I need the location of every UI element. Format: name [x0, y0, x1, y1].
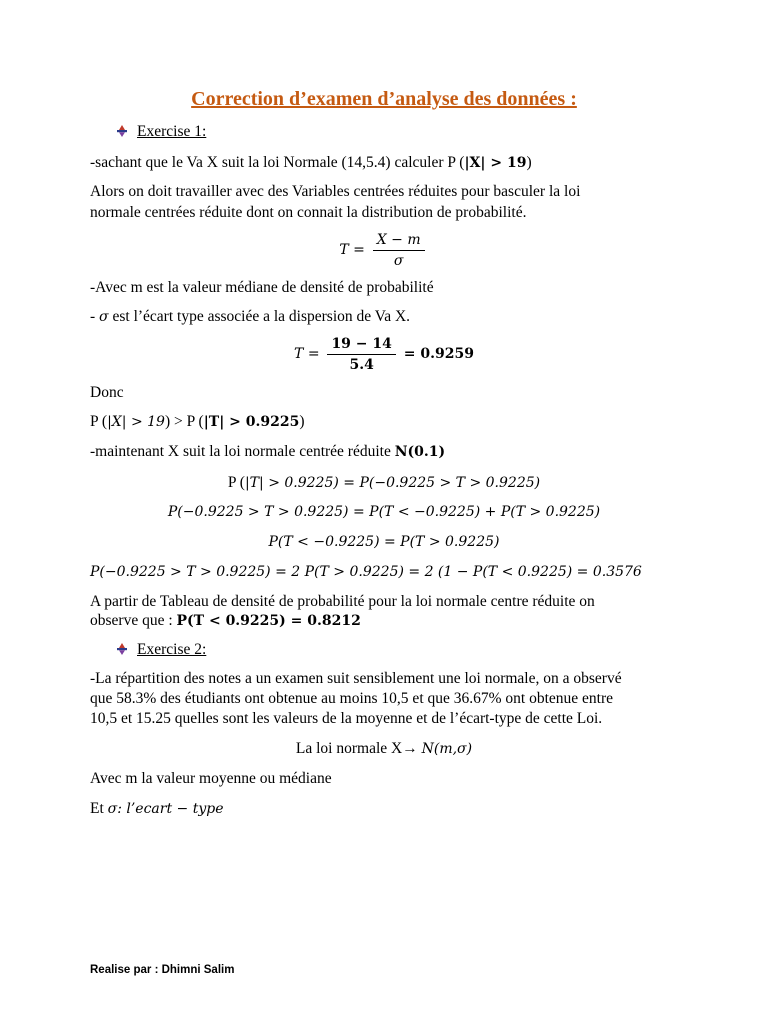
- formula-lhs: T =: [294, 346, 320, 363]
- formula-t: [0, 232, 768, 269]
- p-text: ): [299, 413, 305, 430]
- maintenant-math: N(0.1): [394, 444, 446, 460]
- statement-text: -sachant que le Va X suit la loi Normale (14,5.4) calculer P (: [90, 154, 465, 171]
- equation-1: [0, 474, 768, 492]
- exercise-2-heading: Exercise 2:: [137, 641, 207, 658]
- observation-math: P(T < 0.9225) = 0.8212: [176, 613, 361, 629]
- statement-end: ): [526, 154, 532, 171]
- sigma-symbol: σ: [99, 309, 109, 325]
- fraction: [327, 336, 395, 373]
- loi-math: N(m,σ): [421, 741, 473, 757]
- et-math: σ: l’ecart − type: [107, 801, 224, 817]
- exercise-1-heading: Exercise 1:: [137, 123, 207, 140]
- loi-normale-line: [0, 740, 768, 758]
- et-text: Et: [90, 800, 108, 817]
- maintenant-text: -maintenant X suit la loi normale centrée réduite: [90, 443, 395, 460]
- equation-2: P(−0.9225 > T > 0.9225) = P(T < −0.9225) + P(T > 0.9225): [167, 504, 601, 520]
- formula-rhs: = 0.9259: [403, 346, 474, 363]
- m-definition: -Avec m est la valeur médiane de densité de probabilité: [90, 279, 434, 296]
- paragraph-line: -La répartition des notes a un examen suit sensiblement une loi normale, on a observé: [90, 670, 622, 687]
- fraction-numerator: 19 − 14: [327, 336, 395, 355]
- p-text: P (: [90, 413, 108, 430]
- observation-text: observe que :: [90, 612, 177, 629]
- sigma-definition: [90, 308, 410, 326]
- statement-math: |X| > 19: [464, 155, 527, 171]
- document-title: Correction d’examen d’analyse des données :: [191, 88, 577, 110]
- probability-inequality: [90, 413, 305, 431]
- sigma-def-prefix: -: [90, 308, 100, 325]
- et-sigma-line: [90, 800, 224, 818]
- donc-text: Donc: [90, 384, 124, 401]
- fraction-denominator: σ: [393, 253, 404, 269]
- observation-line: [90, 612, 361, 630]
- paragraph-line: normale centrées réduite dont on connait la distribution de probabilité.: [90, 204, 527, 221]
- fraction: [373, 232, 425, 269]
- avec-m-line: Avec m la valeur moyenne ou médiane: [90, 770, 332, 787]
- arrow-bullet-icon: [115, 124, 129, 138]
- paragraph-line: que 58.3% des étudiants ont obtenue au moins 10,5 et que 36.67% ont obtenue entre: [90, 690, 614, 707]
- p-math: |X| > 19: [107, 414, 165, 430]
- formula-t-value: [0, 336, 768, 373]
- paragraph-line: 10,5 et 15.25 quelles sont les valeurs de la moyenne et de l’écart-type de cette Loi.: [90, 710, 603, 727]
- paragraph-line: Alors on doit travailler avec des Variables centrées réduites pour basculer la loi: [90, 183, 581, 200]
- loi-text: La loi normale X→: [295, 740, 422, 757]
- sigma-def-text: est l’écart type associée a la dispersion de Va X.: [108, 308, 411, 325]
- fraction-numerator: X − m: [373, 232, 425, 251]
- formula-lhs: T =: [339, 242, 365, 259]
- paragraph-line: A partir de Tableau de densité de probabilité pour la loi normale centre réduite on: [90, 593, 595, 610]
- equation-math: |T| > 0.9225) = P(−0.9225 > T > 0.9225): [244, 475, 541, 491]
- maintenant-line: [90, 443, 445, 461]
- p-text: ) > P (: [164, 413, 204, 430]
- arrow-bullet-icon: [115, 642, 129, 656]
- equation-4: P(−0.9225 > T > 0.9225) = 2 P(T > 0.9225) = 2 (1 − P(T < 0.9225) = 0.3576: [90, 564, 642, 580]
- author-footer: Realise par : Dhimni Salim: [90, 964, 235, 976]
- equation-3: P(T < −0.9225) = P(T > 0.9225): [268, 534, 500, 550]
- equation-text: P (: [227, 474, 245, 491]
- fraction-denominator: 5.4: [349, 357, 374, 373]
- exercise-1-statement: [90, 154, 532, 172]
- p-math: |T| > 0.9225: [203, 414, 300, 430]
